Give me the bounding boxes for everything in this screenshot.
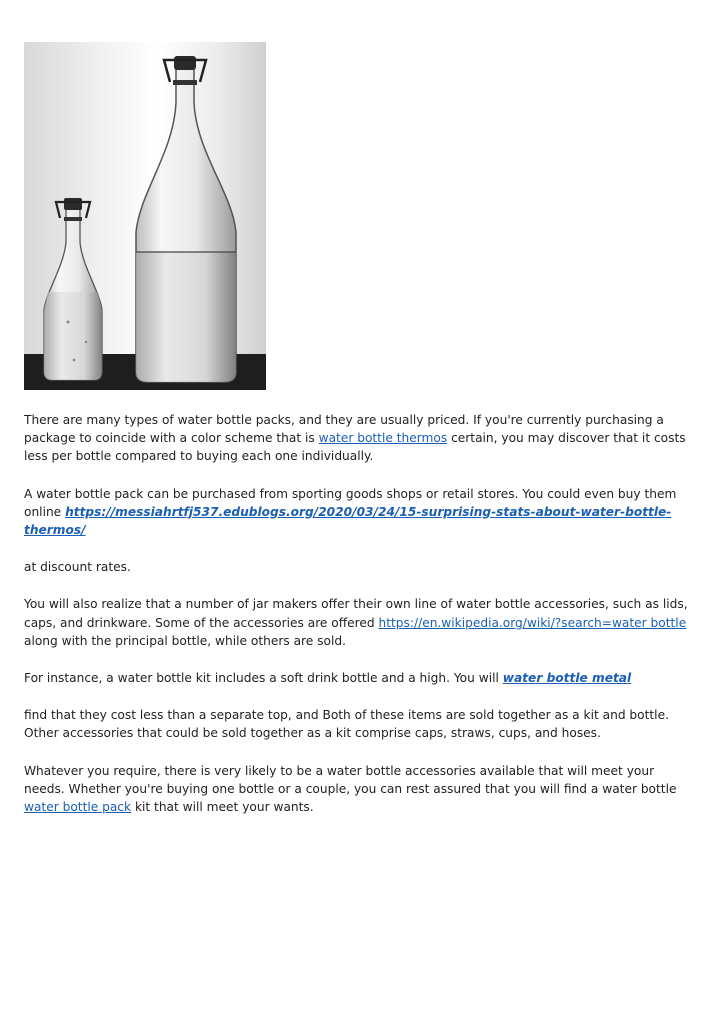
paragraph-1 [24, 411, 696, 466]
paragraph-4 [24, 595, 696, 650]
paragraph-3 [24, 558, 696, 576]
paragraph-text: Whatever you require, there is very likely to be a water bottle accessories available that will meet your needs. Whether you're buying one bottle or a couple, you can rest assured that you will find a water bottle [24, 763, 677, 796]
link-edublogs-url[interactable]: https://messiahrtfj537.edublogs.org/2020/03/24/15-surprising-stats-about-water-bottle-thermos/ [24, 504, 672, 538]
paragraph-text: A water bottle pack can be purchased from sporting goods shops or retail stores. You could even buy them online [24, 486, 677, 519]
paragraph-2 [24, 485, 696, 540]
paragraph-text: certain, you may discover that it costs less per bottle compared to buying each one individually. [24, 431, 686, 464]
paragraph-text: There are many types of water bottle packs, and they are usually priced. If you're currently purchasing a package to coincide with a color scheme that is [24, 413, 664, 446]
paragraph-text: You will also realize that a number of jar makers offer their own line of water bottle accessories, such as lids, caps, and drinkware. Some of the accessories are offered [24, 597, 688, 630]
link-water-bottle-thermos[interactable]: water bottle thermos [318, 431, 448, 446]
paragraph-text: along with the principal bottle, while others are sold. [24, 633, 346, 648]
paragraph-text: at discount rates. [24, 560, 131, 575]
link-water-bottle-pack[interactable]: water bottle pack [24, 800, 132, 815]
paragraph-5 [24, 669, 696, 687]
bottles-photo [24, 42, 266, 390]
paragraph-7 [24, 762, 696, 817]
link-water-bottle-metal[interactable]: water bottle metal [502, 671, 632, 686]
paragraph-text: For instance, a water bottle kit includes a soft drink bottle and a high. You will [24, 671, 503, 686]
link-wikipedia-url[interactable]: https://en.wikipedia.org/wiki/?search=water bottle [378, 615, 687, 630]
article-body [24, 411, 696, 835]
paragraph-text: find that they cost less than a separate top, and Both of these items are sold together as a kit and bottle. Other accessories that could be sold together as a kit comprise caps, straws, cups, and hoses. [24, 708, 669, 741]
paragraph-6 [24, 706, 696, 742]
paragraph-text: kit that will meet your wants. [131, 800, 314, 815]
